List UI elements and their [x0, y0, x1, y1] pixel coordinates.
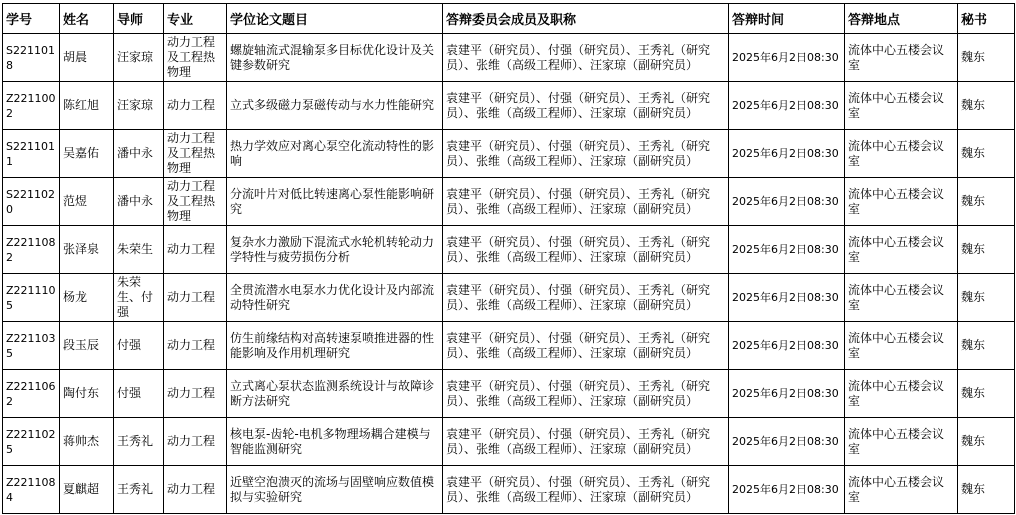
- cell-student-id: Z2211105: [3, 274, 60, 322]
- cell-defense-place: 流体中心五楼会议室: [845, 274, 958, 322]
- cell-defense-place: 流体中心五楼会议室: [845, 130, 958, 178]
- cell-thesis-title: 热力学效应对离心泵空化流动特性的影响: [227, 130, 443, 178]
- table-row: [3, 130, 1015, 178]
- cell-defense-time: 2025年6月2日08:30: [729, 82, 845, 130]
- cell-student-id: Z2211035: [3, 322, 60, 370]
- cell-advisor: 潘中永: [114, 178, 164, 226]
- cell-major: 动力工程及工程热物理: [164, 130, 227, 178]
- cell-name: 杨龙: [60, 274, 114, 322]
- cell-thesis-title: 核电泵-齿轮-电机多物理场耦合建模与智能监测研究: [227, 418, 443, 466]
- cell-student-id: S2211020: [3, 178, 60, 226]
- cell-name: 张泽泉: [60, 226, 114, 274]
- defense-schedule-table: [2, 3, 1015, 514]
- cell-major: 动力工程: [164, 226, 227, 274]
- header-thesis-title: 学位论文题目: [227, 4, 443, 34]
- cell-name: 范煜: [60, 178, 114, 226]
- cell-defense-time: 2025年6月2日08:30: [729, 226, 845, 274]
- cell-defense-time: 2025年6月2日08:30: [729, 130, 845, 178]
- cell-defense-time: 2025年6月2日08:30: [729, 322, 845, 370]
- cell-major: 动力工程: [164, 322, 227, 370]
- cell-defense-place: 流体中心五楼会议室: [845, 322, 958, 370]
- cell-major: 动力工程及工程热物理: [164, 34, 227, 82]
- cell-advisor: 潘中永: [114, 130, 164, 178]
- table-row: [3, 322, 1015, 370]
- table-row: [3, 274, 1015, 322]
- cell-thesis-title: 近壁空泡溃灭的流场与固壁响应数值模拟与实验研究: [227, 466, 443, 514]
- cell-advisor: 朱荣生: [114, 226, 164, 274]
- cell-defense-place: 流体中心五楼会议室: [845, 82, 958, 130]
- cell-committee: 袁建平（研究员）、付强（研究员）、王秀礼（研究员）、张维（高级工程师）、汪家琼（副研究员）: [443, 226, 729, 274]
- cell-thesis-title: 仿生前缘结构对高转速泵喷推进器的性能影响及作用机理研究: [227, 322, 443, 370]
- cell-thesis-title: 立式离心泵状态监测系统设计与故障诊断方法研究: [227, 370, 443, 418]
- cell-secretary: 魏东: [958, 82, 1015, 130]
- header-committee: 答辩委员会成员及职称: [443, 4, 729, 34]
- cell-name: 段玉辰: [60, 322, 114, 370]
- cell-secretary: 魏东: [958, 226, 1015, 274]
- header-name: 姓名: [60, 4, 114, 34]
- cell-advisor: 付强: [114, 370, 164, 418]
- cell-thesis-title: 复杂水力激励下混流式水轮机转轮动力学特性与疲劳损伤分析: [227, 226, 443, 274]
- cell-student-id: Z2211025: [3, 418, 60, 466]
- cell-defense-place: 流体中心五楼会议室: [845, 370, 958, 418]
- cell-major: 动力工程: [164, 418, 227, 466]
- cell-student-id: S2211011: [3, 130, 60, 178]
- cell-thesis-title: 立式多级磁力泵磁传动与水力性能研究: [227, 82, 443, 130]
- cell-committee: 袁建平（研究员）、付强（研究员）、王秀礼（研究员）、张维（高级工程师）、汪家琼（副研究员）: [443, 370, 729, 418]
- cell-committee: 袁建平（研究员）、付强（研究员）、王秀礼（研究员）、张维（高级工程师）、汪家琼（副研究员）: [443, 34, 729, 82]
- cell-advisor: 汪家琼: [114, 82, 164, 130]
- cell-secretary: 魏东: [958, 274, 1015, 322]
- cell-name: 吴嘉佑: [60, 130, 114, 178]
- cell-secretary: 魏东: [958, 370, 1015, 418]
- cell-student-id: S2211018: [3, 34, 60, 82]
- header-major: 专业: [164, 4, 227, 34]
- cell-name: 陈红旭: [60, 82, 114, 130]
- cell-committee: 袁建平（研究员）、付强（研究员）、王秀礼（研究员）、张维（高级工程师）、汪家琼（副研究员）: [443, 130, 729, 178]
- header-advisor: 导师: [114, 4, 164, 34]
- cell-thesis-title: 全贯流潜水电泵水力优化设计及内部流动特性研究: [227, 274, 443, 322]
- cell-defense-place: 流体中心五楼会议室: [845, 418, 958, 466]
- cell-defense-time: 2025年6月2日08:30: [729, 466, 845, 514]
- cell-thesis-title: 螺旋轴流式混输泵多目标优化设计及关键参数研究: [227, 34, 443, 82]
- cell-defense-place: 流体中心五楼会议室: [845, 466, 958, 514]
- header-defense-time: 答辩时间: [729, 4, 845, 34]
- cell-name: 夏麒超: [60, 466, 114, 514]
- header-secretary: 秘书: [958, 4, 1015, 34]
- header-student-id: 学号: [3, 4, 60, 34]
- cell-secretary: 魏东: [958, 418, 1015, 466]
- cell-committee: 袁建平（研究员）、付强（研究员）、王秀礼（研究员）、张维（高级工程师）、汪家琼（副研究员）: [443, 82, 729, 130]
- cell-defense-place: 流体中心五楼会议室: [845, 226, 958, 274]
- cell-major: 动力工程: [164, 274, 227, 322]
- table-row: [3, 178, 1015, 226]
- header-defense-place: 答辩地点: [845, 4, 958, 34]
- cell-thesis-title: 分流叶片对低比转速离心泵性能影响研究: [227, 178, 443, 226]
- cell-defense-time: 2025年6月2日08:30: [729, 274, 845, 322]
- table-row: [3, 466, 1015, 514]
- cell-defense-time: 2025年6月2日08:30: [729, 178, 845, 226]
- table-row: [3, 34, 1015, 82]
- cell-name: 蒋帅杰: [60, 418, 114, 466]
- cell-committee: 袁建平（研究员）、付强（研究员）、王秀礼（研究员）、张维（高级工程师）、汪家琼（副研究员）: [443, 274, 729, 322]
- cell-secretary: 魏东: [958, 466, 1015, 514]
- cell-secretary: 魏东: [958, 130, 1015, 178]
- cell-major: 动力工程: [164, 466, 227, 514]
- header-row: [3, 4, 1015, 34]
- cell-advisor: 付强: [114, 322, 164, 370]
- table-body: [3, 34, 1015, 514]
- cell-defense-time: 2025年6月2日08:30: [729, 370, 845, 418]
- cell-advisor: 王秀礼: [114, 466, 164, 514]
- cell-student-id: Z2211062: [3, 370, 60, 418]
- cell-secretary: 魏东: [958, 178, 1015, 226]
- cell-student-id: Z2211082: [3, 226, 60, 274]
- cell-major: 动力工程及工程热物理: [164, 178, 227, 226]
- cell-committee: 袁建平（研究员）、付强（研究员）、王秀礼（研究员）、张维（高级工程师）、汪家琼（副研究员）: [443, 466, 729, 514]
- cell-major: 动力工程: [164, 370, 227, 418]
- cell-name: 陶付东: [60, 370, 114, 418]
- table-row: [3, 226, 1015, 274]
- cell-committee: 袁建平（研究员）、付强（研究员）、王秀礼（研究员）、张维（高级工程师）、汪家琼（副研究员）: [443, 322, 729, 370]
- cell-advisor: 汪家琼: [114, 34, 164, 82]
- cell-committee: 袁建平（研究员）、付强（研究员）、王秀礼（研究员）、张维（高级工程师）、汪家琼（副研究员）: [443, 178, 729, 226]
- cell-defense-place: 流体中心五楼会议室: [845, 34, 958, 82]
- cell-committee: 袁建平（研究员）、付强（研究员）、王秀礼（研究员）、张维（高级工程师）、汪家琼（副研究员）: [443, 418, 729, 466]
- cell-secretary: 魏东: [958, 322, 1015, 370]
- cell-secretary: 魏东: [958, 34, 1015, 82]
- cell-defense-time: 2025年6月2日08:30: [729, 418, 845, 466]
- cell-name: 胡晨: [60, 34, 114, 82]
- cell-major: 动力工程: [164, 82, 227, 130]
- cell-defense-place: 流体中心五楼会议室: [845, 178, 958, 226]
- cell-defense-time: 2025年6月2日08:30: [729, 34, 845, 82]
- table-row: [3, 418, 1015, 466]
- table-row: [3, 370, 1015, 418]
- cell-student-id: Z2211002: [3, 82, 60, 130]
- cell-student-id: Z2211084: [3, 466, 60, 514]
- table-row: [3, 82, 1015, 130]
- cell-advisor: 王秀礼: [114, 418, 164, 466]
- cell-advisor: 朱荣生、付强: [114, 274, 164, 322]
